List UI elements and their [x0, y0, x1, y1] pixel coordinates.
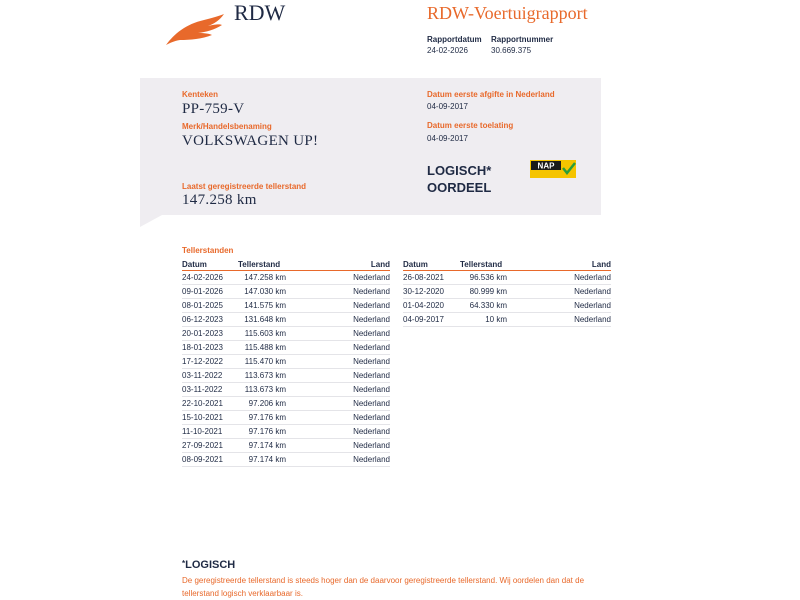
- cell-odometer: 97.176 km: [238, 425, 286, 439]
- table-row: [403, 313, 611, 327]
- table-row: [182, 369, 390, 383]
- cell-date: 11-10-2021: [182, 425, 238, 439]
- col-country: Land: [286, 258, 390, 271]
- cell-date: 24-02-2026: [182, 271, 238, 285]
- table-row: [403, 299, 611, 313]
- table-row: [182, 327, 390, 341]
- verdict-line-1: LOGISCH*: [427, 163, 492, 178]
- col-country: Land: [507, 258, 611, 271]
- report-title: RDW-Voertuigrapport: [427, 3, 588, 23]
- cell-odometer: 131.648 km: [238, 313, 286, 327]
- cell-date: 17-12-2022: [182, 355, 238, 369]
- cell-odometer: 115.488 km: [238, 341, 286, 355]
- cell-country: Nederland: [286, 271, 390, 285]
- cell-country: Nederland: [286, 439, 390, 453]
- cell-date: 08-01-2025: [182, 299, 238, 313]
- first-nl-date: 04-09-2017: [427, 102, 468, 111]
- cell-odometer: 97.174 km: [238, 453, 286, 467]
- first-admission-date: 04-09-2017: [427, 134, 468, 143]
- panel-notch: [140, 215, 162, 227]
- table-row: [182, 383, 390, 397]
- cell-date: 26-08-2021: [403, 271, 460, 285]
- cell-country: Nederland: [286, 355, 390, 369]
- cell-odometer: 147.030 km: [238, 285, 286, 299]
- cell-odometer: 96.536 km: [460, 271, 507, 285]
- cell-country: Nederland: [286, 411, 390, 425]
- cell-date: 20-01-2023: [182, 327, 238, 341]
- cell-odometer: 80.999 km: [460, 285, 507, 299]
- table-row: [182, 313, 390, 327]
- footnote-text: De geregistreerde tellerstand is steeds hoger dan de daarvoor geregistreerde tellerstand. Wij oordelen dan dat de tellerstand logisch verklaarbaar is.: [182, 576, 585, 598]
- readings-title: Tellerstanden: [182, 246, 234, 255]
- table-row: [403, 285, 611, 299]
- col-date: Datum: [182, 258, 238, 271]
- cell-date: 15-10-2021: [182, 411, 238, 425]
- cell-country: Nederland: [286, 369, 390, 383]
- cell-country: Nederland: [286, 341, 390, 355]
- cell-odometer: 97.174 km: [238, 439, 286, 453]
- table-row: [182, 285, 390, 299]
- footnote-star: *: [182, 559, 186, 568]
- cell-odometer: 115.470 km: [238, 355, 286, 369]
- cell-date: 09-01-2026: [182, 285, 238, 299]
- table-row: [182, 299, 390, 313]
- cell-date: 27-09-2021: [182, 439, 238, 453]
- cell-date: 01-04-2020: [403, 299, 460, 313]
- nap-logo-text: NAP: [537, 161, 555, 171]
- readings-table-left: [182, 258, 390, 467]
- vehicle-make: VOLKSWAGEN UP!: [182, 133, 319, 149]
- footnote-title: [182, 559, 235, 571]
- first-admission-label: Datum eerste toelating: [427, 121, 514, 130]
- cell-odometer: 97.206 km: [238, 397, 286, 411]
- cell-date: 18-01-2023: [182, 341, 238, 355]
- cell-date: 06-12-2023: [182, 313, 238, 327]
- nap-logo-icon: [530, 160, 576, 178]
- cell-odometer: 141.575 km: [238, 299, 286, 313]
- cell-country: Nederland: [286, 383, 390, 397]
- col-odometer: Tellerstand: [460, 258, 507, 271]
- cell-country: Nederland: [286, 299, 390, 313]
- table-row: [182, 341, 390, 355]
- cell-date: 08-09-2021: [182, 453, 238, 467]
- cell-odometer: 147.258 km: [238, 271, 286, 285]
- cell-odometer: 113.673 km: [238, 383, 286, 397]
- brand-name: RDW: [234, 0, 286, 25]
- table-row: [182, 271, 390, 285]
- cell-country: Nederland: [286, 285, 390, 299]
- cell-country: Nederland: [507, 299, 611, 313]
- cell-country: Nederland: [507, 271, 611, 285]
- cell-date: 30-12-2020: [403, 285, 460, 299]
- footnote-title-text: LOGISCH: [185, 559, 236, 571]
- table-row: [182, 411, 390, 425]
- verdict-line-2: OORDEEL: [427, 180, 492, 195]
- report-date: 24-02-2026: [427, 46, 468, 55]
- report-date-label: Rapportdatum: [427, 35, 482, 44]
- cell-odometer: 115.603 km: [238, 327, 286, 341]
- cell-country: Nederland: [507, 285, 611, 299]
- readings-table-right: [403, 258, 611, 327]
- table-row: [403, 271, 611, 285]
- cell-country: Nederland: [286, 327, 390, 341]
- table-row: [182, 397, 390, 411]
- cell-country: Nederland: [286, 425, 390, 439]
- table-row: [182, 355, 390, 369]
- cell-date: 04-09-2017: [403, 313, 460, 327]
- cell-country: Nederland: [507, 313, 611, 327]
- plate-label: Kenteken: [182, 90, 219, 99]
- cell-country: Nederland: [286, 453, 390, 467]
- cell-country: Nederland: [286, 313, 390, 327]
- table-row: [182, 425, 390, 439]
- col-date: Datum: [403, 258, 460, 271]
- cell-odometer: 97.176 km: [238, 411, 286, 425]
- table-row: [182, 453, 390, 467]
- odometer-verdict: [427, 162, 491, 196]
- cell-date: 03-11-2022: [182, 383, 238, 397]
- cell-date: 22-10-2021: [182, 397, 238, 411]
- cell-odometer: 10 km: [460, 313, 507, 327]
- cell-odometer: 64.330 km: [460, 299, 507, 313]
- cell-country: Nederland: [286, 397, 390, 411]
- last-odometer: 147.258 km: [182, 192, 257, 208]
- report-number-label: Rapportnummer: [491, 35, 554, 44]
- make-label: Merk/Handelsbenaming: [182, 122, 272, 131]
- last-odometer-label: Laatst geregistreerde tellerstand: [182, 182, 307, 191]
- first-nl-date-label: Datum eerste afgifte in Nederland: [427, 90, 555, 99]
- report-number: 30.669.375: [491, 46, 532, 55]
- table-row: [182, 439, 390, 453]
- rdw-logo: [164, 12, 226, 46]
- cell-date: 03-11-2022: [182, 369, 238, 383]
- license-plate: PP-759-V: [182, 101, 245, 117]
- col-odometer: Tellerstand: [238, 258, 286, 271]
- cell-odometer: 113.673 km: [238, 369, 286, 383]
